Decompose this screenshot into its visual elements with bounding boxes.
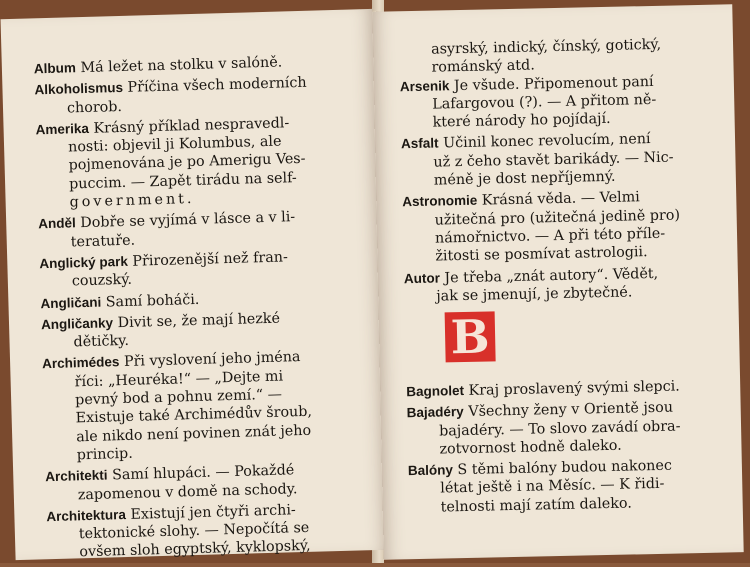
dictionary-entry [45,460,346,505]
entry-text: Krásná věda. — Velmi [477,189,640,210]
entry-text: Divit se, že mají hezké [112,310,281,332]
entry-text: Samí boháči. [100,291,200,311]
right-page-entries [399,35,705,309]
entry-text: ovšem sloh egyptský, kyklopský, [79,538,311,561]
entry-term: Alkoholismus [34,80,124,98]
entry-text: pevný bod a pohnu zemí.“ — [74,386,283,409]
entry-term: Angličanky [40,315,114,333]
dictionary-entry [404,264,705,307]
entry-term: Bajadéry [406,404,464,421]
left-page-entries [34,52,348,566]
dictionary-entry [402,187,703,266]
continued-text [399,35,700,78]
entry-text: Všechny ženy v Orientě jsou [463,399,674,421]
entry-term: Architektura [46,506,127,525]
b-section-entries [406,377,709,520]
entry-term: Album [33,60,77,77]
entry-text: nosti: objevil ji Kolumbus, ale [67,133,282,156]
entry-text: létat ještě i na Měsíc. — K řidi- [440,476,665,497]
entry-term: Autor [403,270,441,286]
entry-text: Příčina všech moderních [122,75,307,97]
entry-text: government. [69,191,195,211]
entry-text: Je třeba „znát autory“. Vědět, [439,265,659,287]
entry-text: Kraj proslavený svými slepci. [463,378,680,399]
entry-text: pojmenována je po Amerigu Ves- [68,151,306,174]
entry-term: Anglický park [39,253,129,272]
section-letter-b: B [445,311,496,362]
entry-text: Lafargovou (?). — A přitom ně- [432,91,657,113]
dictionary-entry [39,247,340,292]
entry-text: S těmi balóny budou nakonec [452,457,673,479]
entry-text: couzský. [71,272,133,290]
entry-term: Amerika [35,120,90,138]
entry-text: asyrský, indický, čínský, gotický, [430,36,662,58]
entry-term: Balóny [407,462,454,479]
entry-text: Krásný příklad nespravedl- [88,115,290,137]
entry-text: už z čeho stavět barikády. — Nic- [433,149,674,171]
entry-text: Má ležet na stolku v salóně. [75,54,283,77]
entry-text: Je všude. Připomenout paní [449,73,654,94]
dictionary-entry [407,398,708,459]
entry-text: tektonické slohy. — Nepočítá se [78,520,310,543]
entry-text: chorob. [66,98,123,117]
dictionary-entry [35,113,337,213]
entry-text: puccim. — Zapět tirádu na self- [68,169,297,193]
dictionary-entry [34,73,335,118]
entry-term: Archimédes [41,354,120,372]
entry-text: Dobře se vyjímá v lásce a v li- [75,209,296,232]
entry-text: zapomenou v domě na schody. [77,480,298,503]
entry-term: Astronomie [402,193,478,210]
dictionary-entry [406,377,706,402]
entry-term: Bagnolet [406,382,465,400]
entry-text: románský atd. [431,57,535,76]
entry-text: dětičky. [73,332,130,351]
entry-term: Asfalt [400,135,439,152]
entry-text: princip. [76,445,133,464]
entry-term: Architekti [45,467,108,485]
entry-text: teratuře. [70,232,136,251]
dictionary-entry [38,207,339,252]
entry-text: Existuje také Archimédův šroub, [75,404,313,427]
entry-text: užitečná pro (užitečná jedině pro) [434,207,681,229]
entry-term: Arsenik [399,77,450,94]
entry-text: bajadéry. — To slovo zavádí obra- [438,418,681,440]
dictionary-entry [401,129,702,190]
entry-text: ale nikdo není povinen znát jeho [75,422,312,445]
entry-text: Samí hlupáci. — Pokaždé [107,462,295,484]
entry-text: telnosti mají zatím daleko. [440,495,633,516]
entry-text: Učinil konec revolucím, není [438,131,651,152]
entry-term: Angličani [40,294,102,311]
entry-text: zotvornost hodně daleko. [439,437,622,458]
entry-text: méně je dost nepříjemný. [433,168,616,189]
entry-text: jak se jmenují, je zbytečné. [436,284,633,305]
entry-text: Existují jen čtyři archi- [125,502,296,523]
entry-text: říci: „Heuréka!“ — „Dejte mi [74,368,284,391]
dictionary-entry [400,72,701,133]
dictionary-entry [46,500,347,563]
right-page [372,4,743,559]
entry-text: žitosti se posmívat astrologii. [435,244,648,265]
entry-text: Přirozenější než fran- [127,249,289,270]
entry-term: Anděl [38,215,76,232]
dictionary-entry [408,456,709,517]
entry-text: které národy ho pojídají. [432,111,611,131]
entry-text: námořnictvo. — A při této příle- [434,225,666,247]
left-page [1,9,388,560]
entry-text: Při vyslovení jeho jména [119,349,301,371]
dictionary-entry [41,308,342,353]
dictionary-entry [42,347,345,465]
